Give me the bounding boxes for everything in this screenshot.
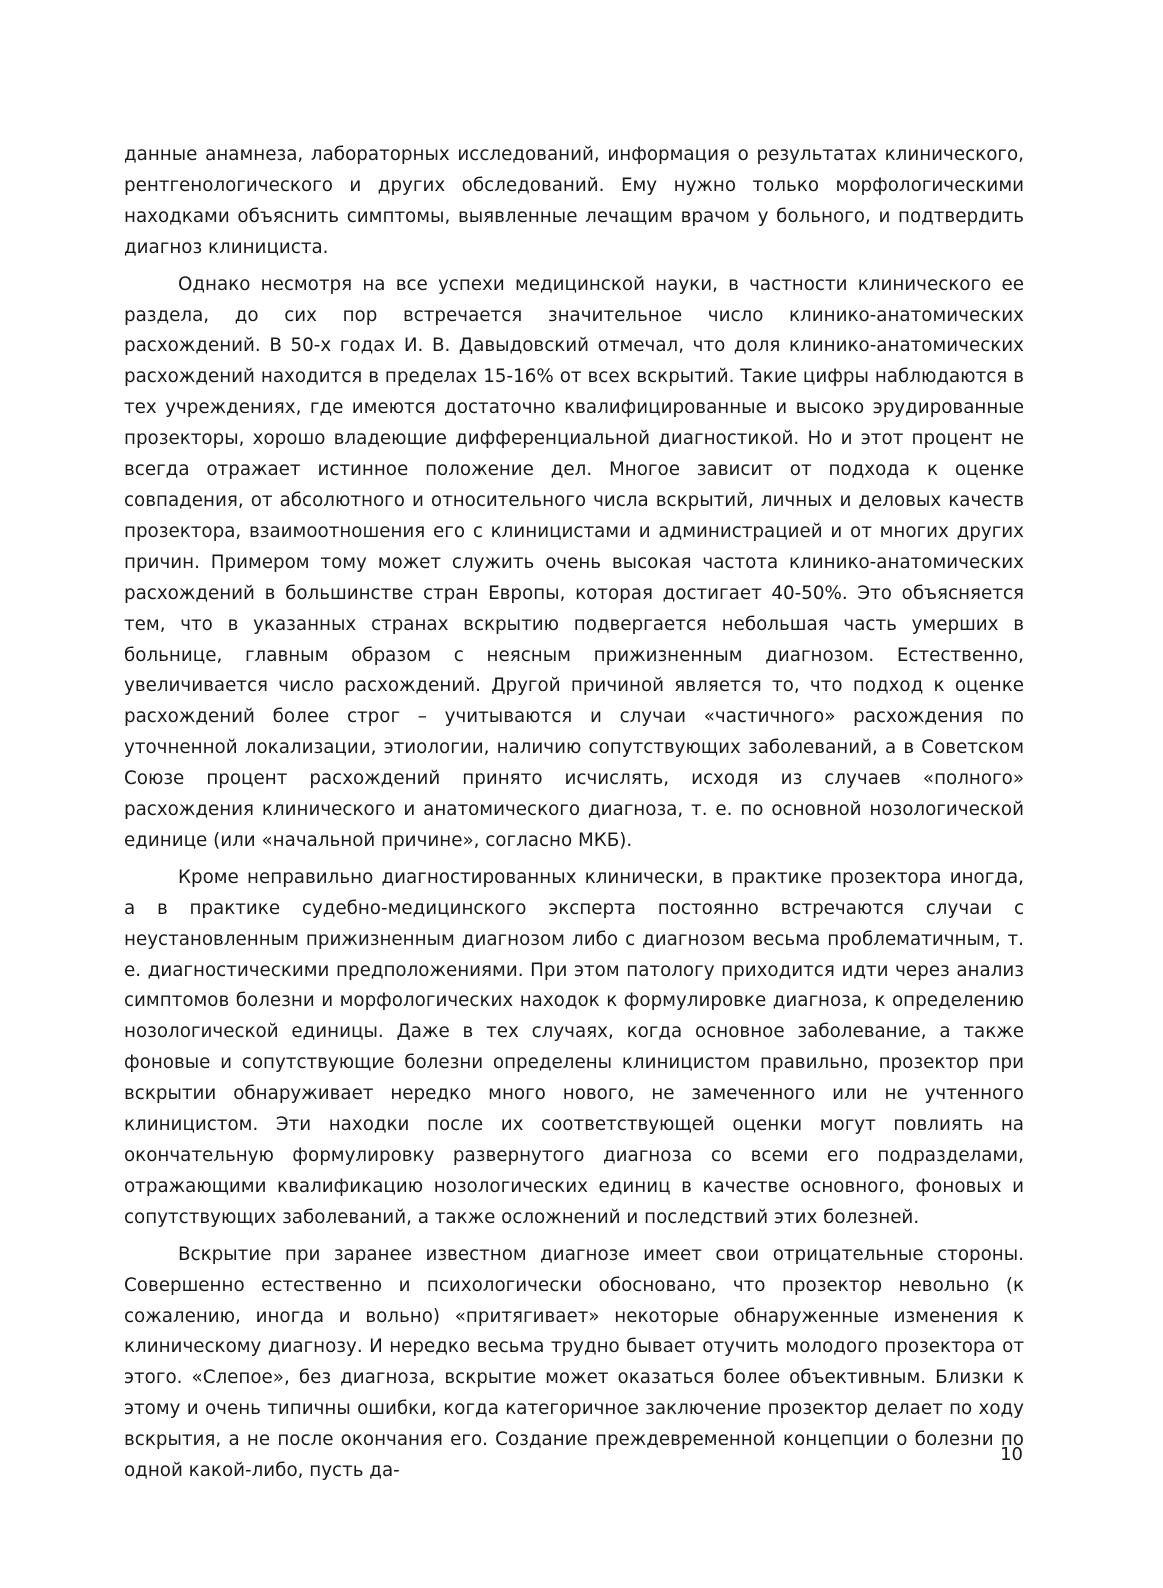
page-number: 10 xyxy=(1000,1444,1023,1465)
paragraph-undiagnosed-cases: Кроме неправильно диагностированных клинически, в практике прозектора иногда, а в практике судебно-медицинского эксперта постоянно встречаются случаи с неустановленным прижизненным диагнозом либо с диагнозом весьма проблематичным, т. е. диагностическими предположениями. При этом патологу приходится идти через анализ симптомов болезни и морфологических находок к формулировке диагноза, к определению нозологической единицы. Даже в тех случаях, когда основное заболевание, а также фоновые и сопутствующие болезни определены клиницистом правильно, прозектор при вскрытии обнаруживает нередко много нового, не замеченного или не учтенного клиницистом. Эти находки после их соответствующей оценки могут повлиять на окончательную формулировку развернутого диагноза со всеми его подразделами, отражающими квалификацию нозологических единиц в качестве основного, фоновых и сопутствующих заболеваний, а также осложнений и последствий этих болезней. xyxy=(124,866,1024,1228)
paragraph-known-diagnosis: Вскрытие при заранее известном диагнозе имеет свои отрицательные стороны. Совершенно естественно и психологически обосновано, что прозектор невольно (к сожалению, иногда и вольно) «притягивает» некоторые обнаруженные изменения к клиническому диагнозу. И нередко весьма трудно бывает отучить молодого прозектора от этого. «Слепое», без диагноза, вскрытие может оказаться более объективным. Близки к этому и очень типичны ошибки, когда категоричное заключение прозектор делает по ходу вскрытия, а не после окончания его. Создание преждевременной концепции о болезни по одной какой-либо, пусть да- xyxy=(124,1243,1024,1482)
paragraph-discrepancies: Однако несмотря на все успехи медицинской науки, в частности клинического ее раздела, до сих пор встречается значительное число клинико-анатомических расхождений. В 50-х годах И. В. Давыдовский отмечал, что доля клинико-анатомических расхождений находится в пределах 15-16% от всех вскрытий. Такие цифры наблюдаются в тех учреждениях, где имеются достаточно квалифицированные и высоко эрудированные прозекторы, хорошо владеющие дифференциальной диагностикой. Но и этот процент не всегда отражает истинное положение дел. Многое зависит от подхода к оценке совпадения, от абсолютного и относительного числа вскрытий, личных и деловых качеств прозектора, взаимоотношения его с клиницистами и администрацией и от многих других причин. Примером тому может служить очень высокая частота клинико-анатомических расхождений в большинстве стран Европы, которая достигает 40-50%. Это объясняется тем, что в указанных странах вскрытию подвергается небольшая часть умерших в больнице, главным образом с неясным прижизненным диагнозом. Естественно, увеличивается число расхождений. Другой причиной является то, что подход к оценке расхождений более строг – учитываются и случаи «частичного» расхождения по уточненной локализации, этиологии, наличию сопутствующих заболеваний, а в Советском Союзе процент расхождений принято исчислять, исходя из случаев «полного» расхождения клинического и анатомического диагноза, т. е. по основной нозологической единице (или «начальной причине», согласно МКБ). xyxy=(124,273,1024,851)
paragraph-continuation: данные анамнеза, лабораторных исследований, информация о результатах клинического, рентгенологического и других обследований. Ему нужно только морфологическими находками объяснить симптомы, выявленные лечащим врачом у больного, и подтвердить диагноз клинициста. xyxy=(124,144,1024,258)
main-text xyxy=(124,140,1024,1487)
